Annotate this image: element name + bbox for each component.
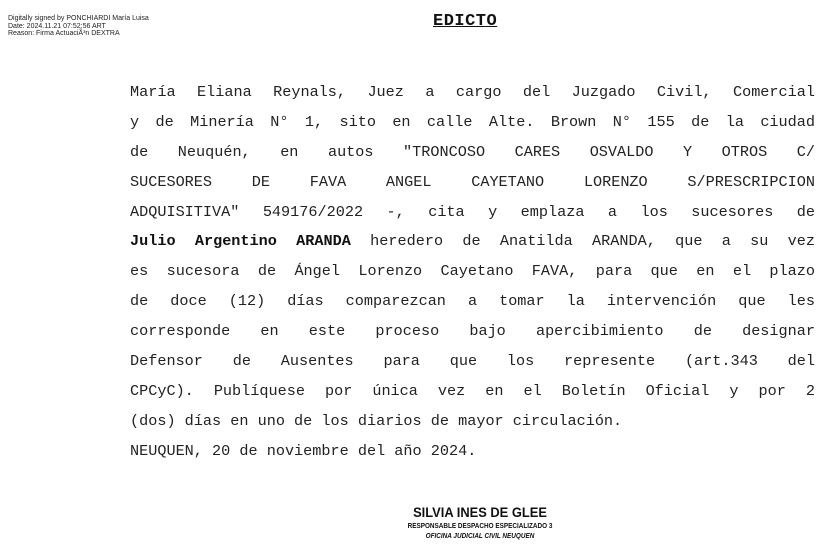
body-line-10: Defensor de Ausentes para que los represente (art.343 del	[130, 352, 815, 371]
body-line-6-rest: heredero de Anatilda ARANDA, que a su vez	[350, 232, 815, 251]
signature-signer: Digitally signed by PONCHIARDI María Luisa	[8, 15, 149, 22]
signature-reason: Reason: Firma ActuaciÃ³n DEXTRA	[8, 30, 120, 37]
body-line-4: SUCESORES DE FAVA ANGEL CAYETANO LORENZO S/PRESCRIPCION	[130, 172, 815, 191]
digital-signature-stamp	[8, 15, 149, 38]
body-line-1: María Eliana Reynals, Juez a cargo del Juzgado Civil, Comercial	[130, 83, 815, 101]
heir-name: Julio Argentino ARANDA	[130, 232, 351, 251]
document-title: EDICTO	[433, 12, 498, 31]
body-line-3: de Neuquén, en autos "TRONCOSO CARES OSVALDO Y OTROS C/	[130, 142, 815, 161]
body-line-8: de doce (12) días comparezcan a tomar la intervención que les	[130, 292, 815, 311]
signer-block	[330, 504, 630, 540]
body-line-6	[130, 227, 815, 257]
body-line-13: NEUQUEN, 20 de noviembre del año 2024.	[130, 441, 477, 460]
body-line-5: ADQUISITIVA" 549176/2022 -, cita y emplaza a los sucesores de	[130, 202, 815, 221]
body-line-11: CPCyC). Publíquese por única vez en el Boletín Oficial y por 2	[130, 381, 815, 400]
signer-role: RESPONSABLE DESPACHO ESPECIALIZADO 3	[407, 521, 553, 530]
body-line-7: es sucesora de Ángel Lorenzo Cayetano FAVA, para que en el plazo	[130, 262, 815, 281]
body-line-12: (dos) días en uno de los diarios de mayor circulación.	[130, 411, 623, 430]
edict-body	[130, 78, 815, 467]
body-line-2: y de Minería N° 1, sito en calle Alte. Brown N° 155 de la ciudad	[130, 112, 815, 131]
signer-name: SILVIA INES DE GLEE	[413, 504, 547, 520]
signer-office: OFICINA JUDICIAL CIVIL NEUQUEN	[425, 531, 535, 540]
signature-date: Date: 2024.11.21 07:52:56 ART	[8, 22, 106, 30]
body-line-9: corresponde en este proceso bajo apercibimiento de designar	[130, 322, 815, 341]
